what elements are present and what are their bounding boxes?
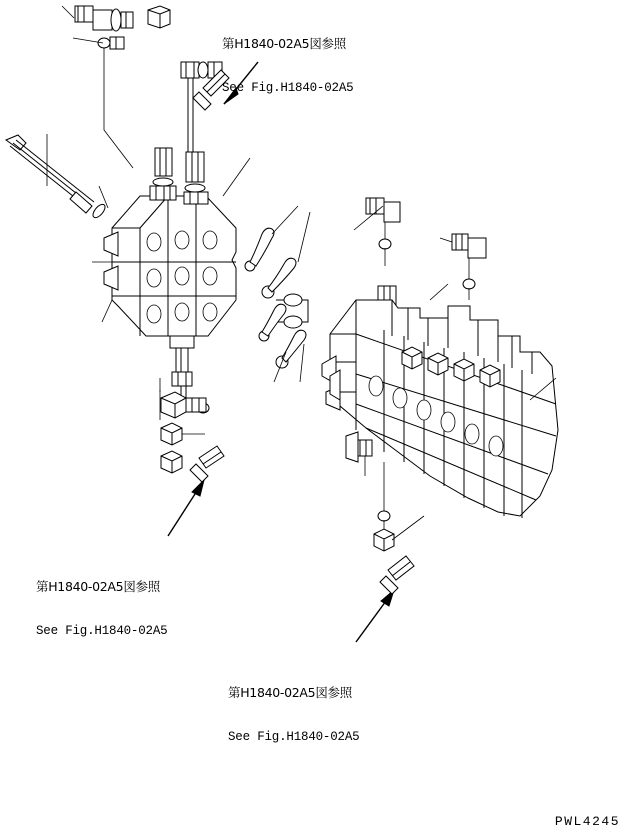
control-valve-multi-spool-body (322, 284, 558, 518)
note-top (222, 6, 353, 126)
drawing-code: PWL4245 (554, 814, 620, 829)
note-top-japanese: 第H1840-02A5図参照 (222, 36, 346, 51)
middle-pin-group (245, 206, 310, 382)
right-bottom-parts (374, 462, 424, 551)
note-left (36, 549, 167, 669)
note-left-english: See Fig.H1840-02A5 (36, 624, 168, 638)
long-bolt-assembly (6, 134, 108, 220)
note-top-english: See Fig.H1840-02A5 (222, 81, 354, 95)
right-top-fittings (354, 198, 486, 300)
note-bottom-arrow (356, 556, 414, 642)
note-bottom (228, 655, 359, 775)
control-valve-3-spool-body (92, 148, 250, 404)
note-bottom-english: See Fig.H1840-02A5 (228, 730, 360, 744)
upper-left-fittings (62, 6, 170, 168)
note-bottom-japanese: 第H1840-02A5図参照 (228, 685, 352, 700)
note-left-japanese: 第H1840-02A5図参照 (36, 579, 160, 594)
